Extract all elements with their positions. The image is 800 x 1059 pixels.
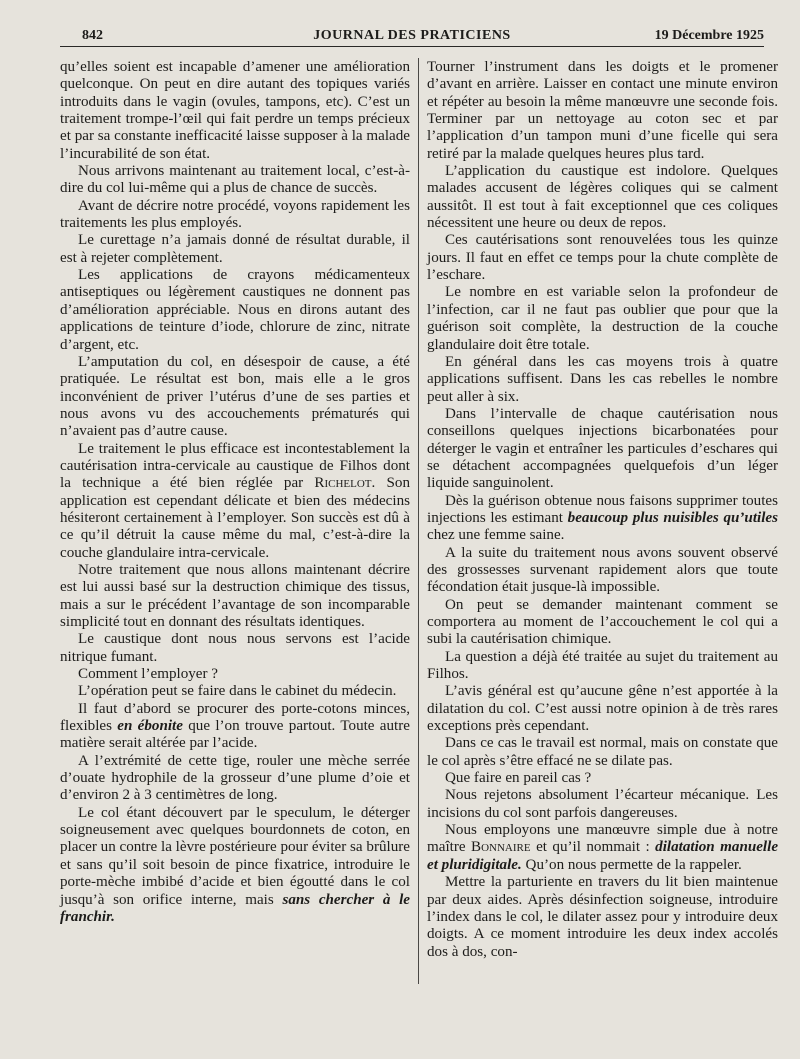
paragraph: Mettre la parturiente en travers du lit bien maintenue par deux aides. Après désinfection soigneuse, introduire l’index dans le col, le dilater assez pour y introduire deux doigts. A ce moment introduire les deux index accolés dos à dos, con- bbox=[427, 874, 778, 960]
text-run: Le traitement le plus efficace est incontestablement la cautérisation intra-cervicale au caustique de Filhos dont la technique a été bien réglée par bbox=[60, 440, 410, 492]
paragraph: Le curettage n’a jamais donné de résultat durable, il est à rejeter complètement. bbox=[60, 232, 410, 266]
paragraph: Comment l’employer ? bbox=[78, 666, 219, 683]
emphasis: beaucoup plus nuisibles qu’utiles bbox=[567, 509, 778, 526]
paragraph: Ces cautérisations sont renouvelées tous les quinze jours. Il faut en effet ce temps pour la chute complète de l’eschare. bbox=[427, 232, 778, 284]
author-name: Bonnaire bbox=[471, 839, 531, 856]
paragraph bbox=[427, 493, 778, 545]
text-run: que l’on trouve partout. Toute autre matière serait altérée par l’acide. bbox=[60, 718, 410, 752]
text-run: Le col étant découvert par le speculum, le déterger soigneusement avec quelques bourdonnets de coton, en placer un contre la lèvre postérieure pour éviter sa brûlure et sans qu’il soit besoin de pince fixatrice, introduire le porte-mèche imbibé d’acide et bien égoutté dans le col jusqu’à son orifice interne, mais bbox=[60, 804, 410, 908]
text-run: et qu’il nommait : bbox=[536, 839, 650, 856]
paragraph: Nous arrivons maintenant au traitement local, c’est-à-dire du col lui-même qui a plus de chance de succès. bbox=[60, 163, 410, 197]
paragraph: Le nombre en est variable selon la profondeur de l’infection, car il ne faut pas oublier que pour que la guérison soit complète, la destruction de la couche glandulaire doit être totale. bbox=[427, 284, 778, 353]
paragraph bbox=[60, 805, 410, 926]
emphasis: dilatation manuelle et pluridigitale. bbox=[427, 839, 779, 873]
paragraph: La question a déjà été traitée au sujet du traitement au Filhos. bbox=[427, 648, 778, 683]
paragraph bbox=[427, 822, 778, 874]
paragraph: Que faire en pareil cas ? bbox=[445, 770, 592, 787]
paragraph bbox=[60, 701, 410, 753]
text-run: Dès la guérison obtenue nous faisons supprimer toutes injections les estimant bbox=[427, 492, 778, 526]
paragraph: L’application du caustique est indolore. Quelques malades accusent de légères coliques qui se calment aussitôt. Il est tout à fait exceptionnel que ces coliques nécessitent une heure ou deux de repos. bbox=[427, 163, 778, 232]
left-column bbox=[60, 59, 410, 926]
paragraph: Dans l’intervalle de chaque cautérisation nous conseillons quelques injections bicarbonatées pour déterger le vagin et entraîner les particules d’eschares qui se détachent accompagnées quelquefois d’un léger liquide sanguinolent. bbox=[427, 405, 778, 492]
paragraph: A l’extrémité de cette tige, rouler une mèche serrée d’ouate hydrophile de la grosseur d’une plume d’oie et d’environ 2 à 3 centimètres de long. bbox=[60, 752, 410, 804]
text-run: chez une femme saine. bbox=[427, 527, 565, 544]
paragraph bbox=[60, 441, 410, 562]
paragraph: Notre traitement que nous allons maintenant décrire est lui aussi basé sur la destruction chimique des tissus, mais a sur le précédent l’avantage de son incomparable simplicité tout en donnant des résultats identiques. bbox=[60, 561, 410, 630]
issue-date: 19 Décembre 1925 bbox=[654, 28, 764, 43]
paragraph: L’avis général est qu’aucune gêne n’est apportée à la dilatation du col. C’est aussi notre opinion à de très rares exceptions près cependant. bbox=[427, 683, 778, 735]
text-run: Il faut d’abord se procurer des porte-cotons minces, flexibles bbox=[60, 700, 410, 735]
paragraph: Les applications de crayons médicamenteux antiseptiques ou légèrement caustiques ne donnent pas d’amélioration appréciable. Nous en dirons autant des applications de teinture d’iode, chlorure de zinc, nitrate d’argent, etc. bbox=[60, 267, 410, 353]
paragraph: Tourner l’instrument dans les doigts et le promener d’avant en arrière. Laisser en contact une minute environ et répéter au besoin la même manœuvre une seconde fois. Terminer par un nettoyage au coton sec et par l’application d’un tampon muni d’une ficelle qui sera retiré par la malade quelques heures plus tard. bbox=[427, 59, 778, 162]
paragraph: On peut se demander maintenant comment se comportera au moment de l’accouchement le col qui a subi la cautérisation chimique. bbox=[427, 596, 778, 648]
paragraph: Nous rejetons absolument l’écarteur mécanique. Les incisions du col sont parfois dangereuses. bbox=[427, 787, 778, 821]
paragraph: L’opération peut se faire dans le cabinet du médecin. bbox=[78, 683, 397, 700]
paragraph: En général dans les cas moyens trois à quatre applications suffisent. Dans les cas rebelles le nombre peut aller à six. bbox=[427, 353, 778, 405]
paragraph: qu’elles soient est incapable d’amener une amélioration quelconque. On peut en dire autant des topiques variés introduits dans le vagin (ovules, tampons, etc). C’est un traitement trompe-l’œil qui fait perdre un temps précieux et par sa constante inefficacité laisse supposer à la malade l’incurabilité de son état. bbox=[60, 59, 410, 162]
column-divider bbox=[418, 58, 419, 984]
page-number: 842 bbox=[82, 28, 103, 43]
paragraph: Avant de décrire notre procédé, voyons rapidement les traitements les plus employés. bbox=[60, 197, 410, 232]
right-column bbox=[427, 59, 778, 961]
emphasis: sans chercher à le franchir. bbox=[60, 891, 410, 925]
journal-title: JOURNAL DES PRATICIENS bbox=[313, 28, 511, 43]
paragraph: L’amputation du col, en désespoir de cause, a été pratiquée. Le résultat est bon, mais elle a le gros inconvénient de priver l’utérus d’une de ses parties et nous avons vu des accouchements prématurés qui n’avaient pas d’autre cause. bbox=[60, 353, 410, 440]
paragraph: Dans ce cas le travail est normal, mais on constate que le col après s’être effacé ne se dilate pas. bbox=[427, 735, 778, 769]
text-run: Nous employons une manœuvre simple due à notre maître bbox=[427, 822, 778, 856]
text-run: . Son application est cependant délicate et bien des médecins hésiteront certainement à l’employer. Son succès est dû à ce qu’il détruit la cause même du mal, c’est-à-dire la couche glandulaire intra-cervicale. bbox=[60, 475, 410, 561]
paragraph: A la suite du traitement nous avons souvent observé des grossesses survenant rapidement alors que toute fécondation était jusque-là impossible. bbox=[427, 544, 778, 596]
paragraph: Le caustique dont nous nous servons est l’acide nitrique fumant. bbox=[60, 631, 410, 665]
running-header bbox=[60, 24, 764, 47]
author-name: Richelot bbox=[314, 475, 372, 492]
emphasis: en ébonite bbox=[117, 718, 183, 735]
text-run: Qu’on nous permette de la rappeler. bbox=[525, 856, 742, 873]
